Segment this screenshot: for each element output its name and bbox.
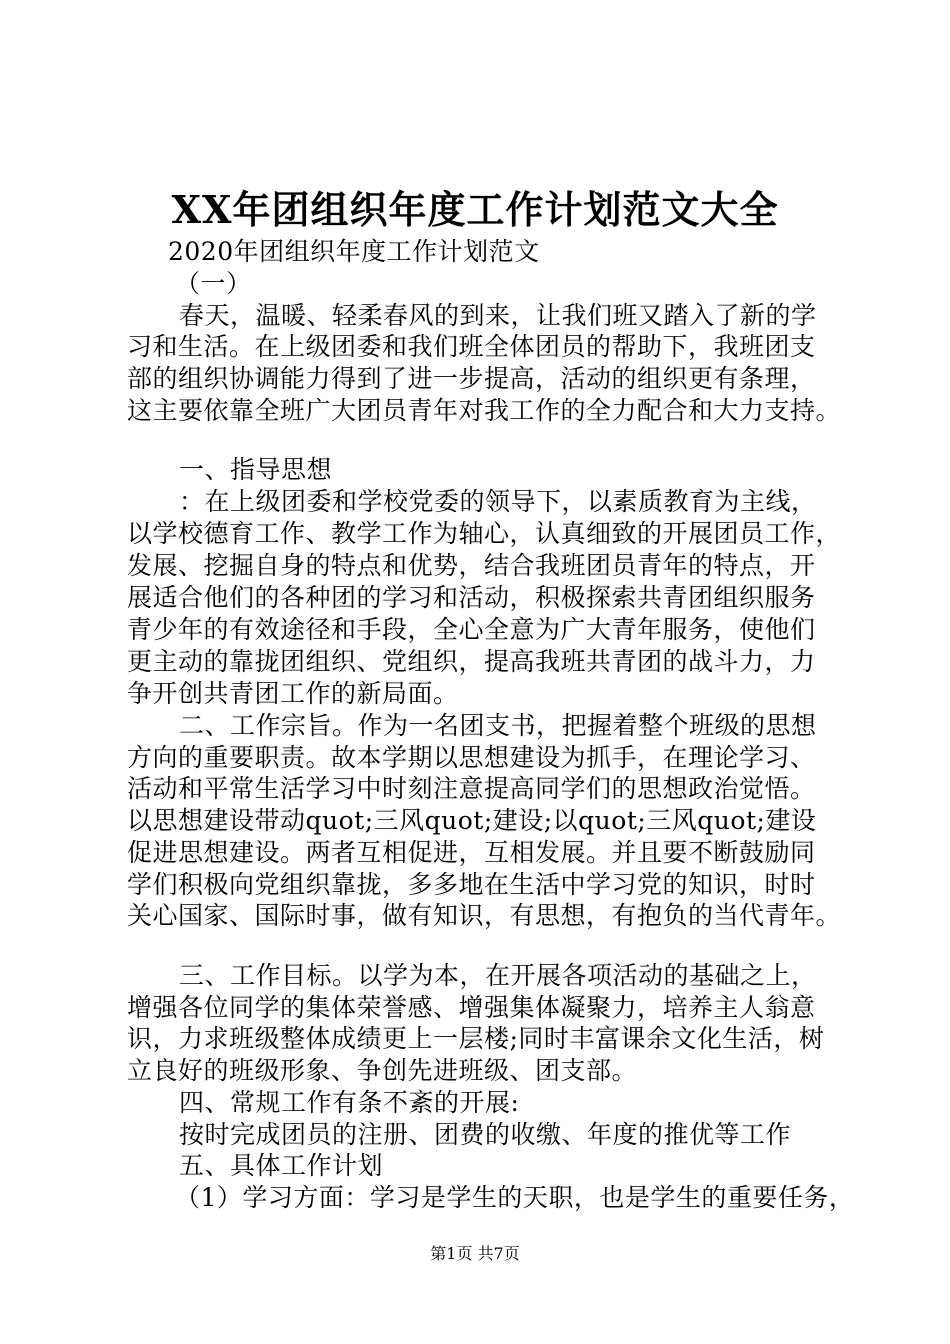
heading-line: 四、常规工作有条不紊的开展:	[179, 1088, 520, 1117]
paragraph-line: 以学校德育工作、教学工作为轴心，认真细致的开展团员工作，	[127, 519, 842, 548]
paragraph-line: 部的组织协调能力得到了进一步提高，活动的组织更有条理，	[127, 364, 816, 393]
heading-line: 五、具体工作计划	[179, 1151, 384, 1180]
paragraph-line: 方向的重要职责。故本学期以思想建设为抓手，在理论学习、	[127, 743, 816, 772]
paragraph-line: ：在上级团委和学校党委的领导下，以素质教育为主线，	[179, 487, 817, 516]
paragraph-line: 三、工作目标。以学为本，在开展各项活动的基础之上，	[179, 961, 817, 990]
page-number-footer: 第1页 共7页	[430, 1244, 520, 1263]
section-number-line: （一）	[175, 269, 252, 298]
paragraph-line: 更主动的靠拢团组织、党组织，提高我班共青团的战斗力，力	[127, 647, 816, 676]
paragraph-line: 按时完成团员的注册、团费的收缴、年度的推优等工作	[179, 1120, 792, 1149]
document-title: XX年团组织年度工作计划范文大全	[171, 187, 779, 232]
paragraph-line: 青少年的有效途径和手段，全心全意为广大青年服务，使他们	[127, 615, 816, 644]
subtitle-line: 2020年团组织年度工作计划范文	[168, 237, 540, 266]
paragraph-line: 关心国家、国际时事，做有知识，有思想，有抱负的当代青年。	[127, 901, 842, 930]
paragraph-line: 促进思想建设。两者互相促进，互相发展。并且要不断鼓励同	[127, 838, 816, 867]
paragraph-line: 立良好的班级形象、争创先进班级、团支部。	[127, 1056, 638, 1085]
paragraph-line: 二、工作宗旨。作为一名团支书，把握着整个班级的思想	[179, 711, 817, 740]
paragraph-line: 学们积极向党组织靠拢，多多地在生活中学习党的知识，时时	[127, 870, 816, 899]
paragraph-line: 春天，温暖、轻柔春风的到来，让我们班又踏入了新的学	[179, 301, 817, 330]
paragraph-line: 识，力求班级整体成绩更上一层楼;同时丰富课余文化生活，树	[127, 1024, 825, 1053]
paragraph-line: 以思想建设带动quot;三风quot;建设;以quot;三风quot;建设	[127, 806, 817, 835]
paragraph-line: （1）学习方面：学习是学生的天职，也是学生的重要任务，	[175, 1183, 855, 1212]
paragraph-line: 习和生活。在上级团委和我们班全体团员的帮助下，我班团支	[127, 332, 816, 361]
paragraph-line: 这主要依靠全班广大团员青年对我工作的全力配合和大力支持。	[127, 396, 842, 425]
paragraph-line: 展适合他们的各种团的学习和活动，积极探索共青团组织服务	[127, 583, 816, 612]
heading-line: 一、指导思想	[179, 455, 333, 484]
paragraph-line: 活动和平常生活学习中时刻注意提高同学们的思想政治觉悟。	[127, 774, 816, 803]
paragraph-line: 争开创共青团工作的新局面。	[127, 679, 459, 708]
paragraph-line: 发展、挖掘自身的特点和优势，结合我班团员青年的特点，开	[127, 551, 816, 580]
paragraph-line: 增强各位同学的集体荣誉感、增强集体凝聚力，培养主人翁意	[127, 993, 816, 1022]
